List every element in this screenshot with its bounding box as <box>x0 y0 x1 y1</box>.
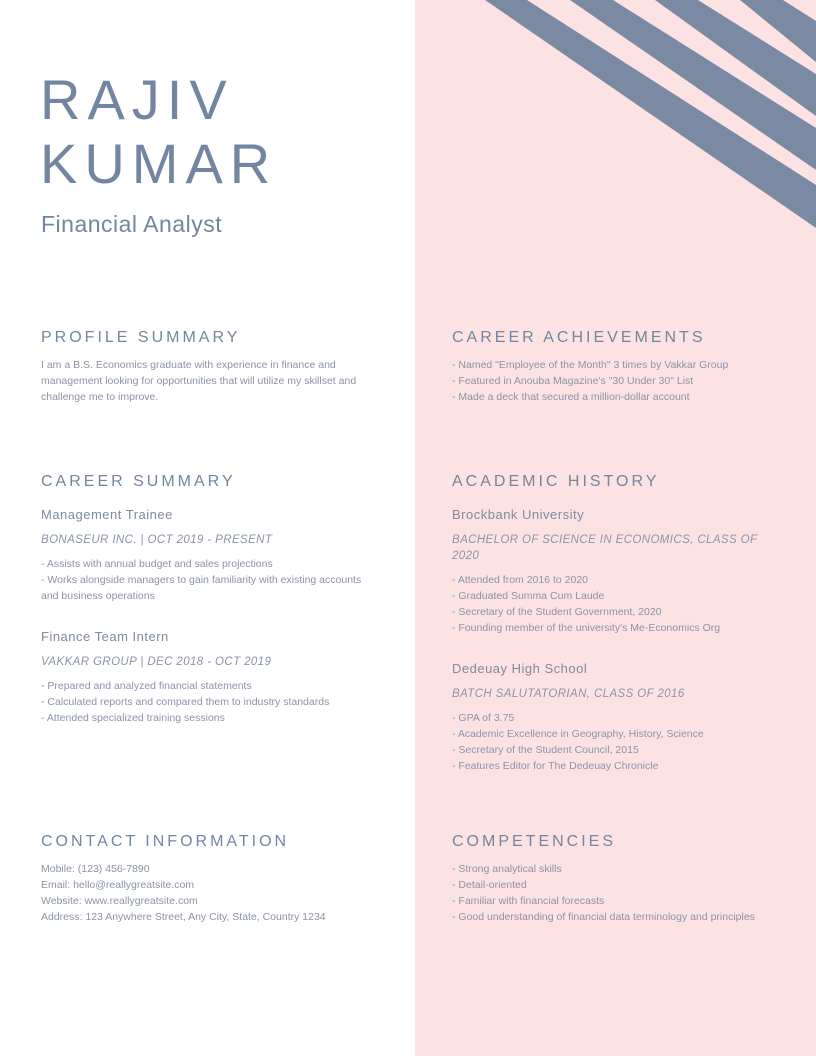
list-item: - Features Editor for The Dedeuay Chronicle <box>452 758 787 774</box>
list-item: - Detail-oriented <box>452 877 792 893</box>
list-item: - Prepared and analyzed financial statements <box>41 678 371 694</box>
academic-heading: ACADEMIC HISTORY <box>452 473 660 490</box>
list-item: - Graduated Summa Cum Laude <box>452 588 787 604</box>
achievements-heading: CAREER ACHIEVEMENTS <box>452 329 706 346</box>
school-details <box>452 572 787 636</box>
school-entry <box>452 660 787 774</box>
contact-email[interactable]: Email: hello@reallygreatsite.com <box>41 879 195 891</box>
list-item: - Familiar with financial forecasts <box>452 893 792 909</box>
school-degree: BACHELOR OF SCIENCE IN ECONOMICS, CLASS OF 2020 <box>452 534 758 562</box>
school-name: Brockbank University <box>452 507 585 522</box>
list-item: - Works alongside managers to gain familiarity with existing accounts and business operations <box>41 572 371 604</box>
contact-section <box>41 832 381 925</box>
competencies-section <box>452 832 792 925</box>
competencies-list <box>452 861 792 925</box>
list-item: - Founding member of the university's Me-Economics Org <box>452 620 787 636</box>
list-item: - Secretary of the Student Council, 2015 <box>452 742 787 758</box>
decorative-stripes <box>415 0 816 260</box>
achievements-section <box>452 328 792 405</box>
last-name: KUMAR <box>40 132 278 195</box>
profile-heading: PROFILE SUMMARY <box>41 329 241 346</box>
list-item: - Calculated reports and compared them to industry standards <box>41 694 371 710</box>
academic-section <box>452 472 787 774</box>
job-company: VAKKAR GROUP | DEC 2018 - OCT 2019 <box>41 656 272 668</box>
contact-address: Address: 123 Anywhere Street, Any City, State, Country 1234 <box>41 911 326 923</box>
job-company: BONASEUR INC. | OCT 2019 - PRESENT <box>41 534 273 546</box>
list-item: - Good understanding of financial data terminology and principles <box>452 909 792 925</box>
school-name: Dedeuay High School <box>452 661 588 676</box>
list-item: - Made a deck that secured a million-dollar account <box>452 389 792 405</box>
candidate-name <box>40 68 277 196</box>
job-entry <box>41 506 371 604</box>
job-title: Financial Analyst <box>41 211 223 237</box>
list-item: - Academic Excellence in Geography, History, Science <box>452 726 787 742</box>
list-item: - Named "Employee of the Month" 3 times by Vakkar Group <box>452 357 792 373</box>
profile-text: I am a B.S. Economics graduate with experience in finance and management looking for opportunities that will utilize my skillset and challenge me to improve. <box>41 359 357 403</box>
list-item: - Attended from 2016 to 2020 <box>452 572 787 588</box>
list-item: - Featured in Anouba Magazine's "30 Under 30" List <box>452 373 792 389</box>
competencies-heading: COMPETENCIES <box>452 833 617 850</box>
job-role: Finance Team Intern <box>41 629 169 644</box>
list-item: - Assists with annual budget and sales projections <box>41 556 371 572</box>
first-name: RAJIV <box>40 68 234 131</box>
career-heading: CAREER SUMMARY <box>41 473 236 490</box>
contact-website[interactable]: Website: www.reallygreatsite.com <box>41 895 198 907</box>
job-role: Management Trainee <box>41 507 173 522</box>
list-item: - Attended specialized training sessions <box>41 710 371 726</box>
school-details <box>452 710 787 774</box>
career-section <box>41 472 371 726</box>
list-item: - Secretary of the Student Government, 2020 <box>452 604 787 620</box>
contact-heading: CONTACT INFORMATION <box>41 833 290 850</box>
school-degree: BATCH SALUTATORIAN, CLASS OF 2016 <box>452 688 685 700</box>
achievements-list <box>452 357 792 405</box>
list-item: - Strong analytical skills <box>452 861 792 877</box>
job-duties <box>41 556 371 604</box>
list-item: - GPA of 3.75 <box>452 710 787 726</box>
job-duties <box>41 678 371 726</box>
contact-mobile: Mobile: (123) 456-7890 <box>41 863 150 875</box>
school-entry <box>452 506 787 636</box>
profile-section <box>41 328 371 405</box>
job-entry <box>41 628 371 726</box>
